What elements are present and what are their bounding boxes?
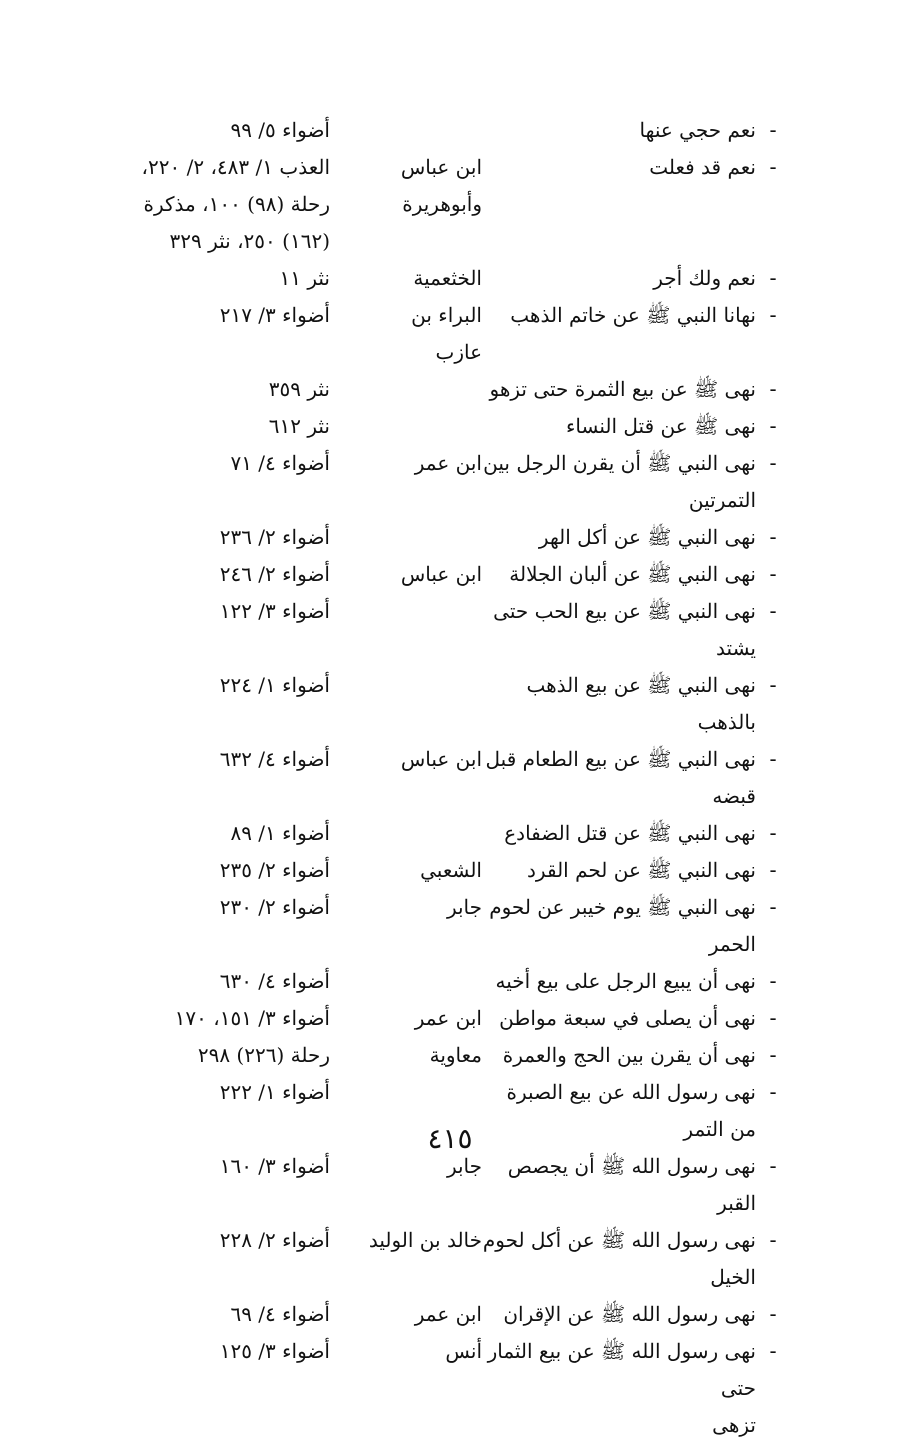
hadith-text: نهى النبي ﷺ أن يقرن الرجل بين التمرتين	[483, 451, 756, 512]
index-entry	[110, 1037, 790, 1074]
narrator: ابن عباس	[400, 747, 482, 771]
source-reference: أضواء ٥/ ٩٩	[230, 118, 330, 142]
entry-bullet: -	[769, 451, 777, 475]
index-entry	[110, 741, 790, 815]
source-reference: أضواء ١/ ٨٩	[230, 821, 330, 845]
source-reference: العذب ١/ ٤٨٣، ٢/ ٢٢٠، رحلة (٩٨) ١٠٠، مذكرة (١٦٢) ٢٥٠، نثر ٣٢٩	[141, 155, 330, 253]
source-reference: أضواء ٤/ ٦٣٠	[219, 969, 330, 993]
source-reference: رحلة (٢٢٦) ٢٩٨	[197, 1043, 330, 1067]
hadith-text: نهى رسول الله عن بيع الصبرة من التمر	[506, 1080, 756, 1141]
hadith-text: نعم حجي عنها	[639, 118, 756, 142]
hadith-text: نهى النبي ﷺ عن ألبان الجلالة	[509, 562, 756, 586]
index-entry	[110, 1333, 790, 1444]
source-reference: نثر ٦١٢	[268, 414, 330, 438]
narrator: معاوية	[429, 1043, 482, 1067]
entry-bullet: -	[769, 1228, 777, 1252]
index-entry	[110, 371, 790, 408]
hadith-text: نعم قد فعلت	[649, 155, 756, 179]
narrator: خالد بن الوليد	[368, 1228, 482, 1252]
index-entry	[110, 408, 790, 445]
hadith-text: نهى النبي ﷺ يوم خيبر عن لحوم الحمر	[489, 895, 756, 956]
entry-bullet: -	[769, 1043, 777, 1067]
index-entry	[110, 963, 790, 1000]
source-reference: أضواء ٤/ ٦٩	[230, 1302, 330, 1326]
hadith-index-list	[110, 112, 790, 1444]
narrator: أنس	[445, 1339, 482, 1363]
source-reference: أضواء ٢/ ٢٤٦	[219, 562, 330, 586]
index-entry	[110, 112, 790, 149]
index-entry	[110, 889, 790, 963]
entry-bullet: -	[769, 562, 777, 586]
index-entry	[110, 519, 790, 556]
source-reference: نثر ١١	[279, 266, 330, 290]
hadith-text: نهى ﷺ عن قتل النساء	[566, 414, 756, 438]
index-entry	[110, 852, 790, 889]
source-reference: أضواء ٢/ ٢٢٨	[219, 1228, 330, 1252]
index-entry	[110, 667, 790, 741]
hadith-text: نهى النبي ﷺ عن أكل الهر	[538, 525, 756, 549]
hadith-text: نهى أن يبيع الرجل على بيع أخيه	[495, 969, 756, 993]
index-entry	[110, 297, 790, 371]
narrator: جابر	[446, 895, 482, 919]
source-reference: أضواء ٣/ ١٢٥	[219, 1339, 330, 1363]
hadith-text: نهانا النبي ﷺ عن خاتم الذهب	[510, 303, 756, 327]
source-reference: أضواء ٣/ ٢١٧	[219, 303, 330, 327]
narrator: ابن عباس وأبوهريرة	[400, 155, 482, 216]
entry-bullet: -	[769, 858, 777, 882]
hadith-text: نهى أن يقرن بين الحج والعمرة	[502, 1043, 756, 1067]
entry-bullet: -	[769, 895, 777, 919]
entry-bullet: -	[769, 599, 777, 623]
hadith-text: نهى أن يصلى في سبعة مواطن	[499, 1006, 756, 1030]
hadith-text: نهى النبي ﷺ عن لحم القرد	[527, 858, 756, 882]
entry-bullet: -	[769, 1302, 777, 1326]
source-reference: أضواء ١/ ٢٢٤	[219, 673, 330, 697]
entry-bullet: -	[769, 303, 777, 327]
source-reference: أضواء ٢/ ٢٣٠	[219, 895, 330, 919]
entry-bullet: -	[769, 155, 777, 179]
entry-bullet: -	[769, 1080, 777, 1104]
hadith-text: نهى رسول الله ﷺ عن بيع الثمار حتى تزهى	[487, 1339, 756, 1437]
entry-bullet: -	[769, 821, 777, 845]
narrator: البراء بن عازب	[411, 303, 482, 364]
index-entry	[110, 556, 790, 593]
hadith-text: نهى رسول الله ﷺ أن يجصص القبر	[507, 1154, 756, 1215]
entry-bullet: -	[769, 969, 777, 993]
entry-bullet: -	[769, 673, 777, 697]
entry-bullet: -	[769, 1154, 777, 1178]
narrator: الخثعمية	[413, 266, 482, 290]
source-reference: أضواء ٤/ ٦٣٢	[219, 747, 330, 771]
index-entry	[110, 260, 790, 297]
index-entry	[110, 593, 790, 667]
index-entry	[110, 1148, 790, 1222]
hadith-text: نهى النبي ﷺ عن بيع الذهب بالذهب	[526, 673, 756, 734]
entry-bullet: -	[769, 525, 777, 549]
narrator: ابن عمر	[414, 1006, 482, 1030]
hadith-text: نهى رسول الله ﷺ عن الإقران	[503, 1302, 756, 1326]
source-reference: أضواء ٣/ ١٥١، ١٧٠	[174, 1006, 330, 1030]
narrator: ابن عمر	[414, 1302, 482, 1326]
index-entry	[110, 149, 790, 260]
hadith-text: نهى رسول الله ﷺ عن أكل لحوم الخيل	[482, 1228, 756, 1289]
entry-bullet: -	[769, 118, 777, 142]
index-entry	[110, 815, 790, 852]
source-reference: أضواء ٢/ ٢٣٦	[219, 525, 330, 549]
index-entry	[110, 1296, 790, 1333]
index-entry	[110, 445, 790, 519]
hadith-text: نهى النبي ﷺ عن بيع الطعام قبل قبضه	[485, 747, 756, 808]
entry-bullet: -	[769, 747, 777, 771]
entry-bullet: -	[769, 1339, 777, 1363]
narrator: ابن عباس	[400, 562, 482, 586]
entry-bullet: -	[769, 414, 777, 438]
source-reference: أضواء ٣/ ١٦٠	[219, 1154, 330, 1178]
hadith-text: نهى ﷺ عن بيع الثمرة حتى تزهو	[489, 377, 756, 401]
narrator: ابن عمر	[414, 451, 482, 475]
entry-bullet: -	[769, 377, 777, 401]
source-reference: أضواء ٣/ ١٢٢	[219, 599, 330, 623]
source-reference: أضواء ٢/ ٢٣٥	[219, 858, 330, 882]
source-reference: نثر ٣٥٩	[268, 377, 330, 401]
hadith-text: نهى النبي ﷺ عن بيع الحب حتى يشتد	[493, 599, 756, 660]
index-entry	[110, 1222, 790, 1296]
hadith-text: نعم ولك أجر	[653, 266, 756, 290]
index-entry	[110, 1000, 790, 1037]
entry-bullet: -	[769, 266, 777, 290]
entry-bullet: -	[769, 1006, 777, 1030]
hadith-text: نهى النبي ﷺ عن قتل الضفادع	[504, 821, 756, 845]
narrator: الشعبي	[420, 858, 482, 882]
narrator: جابر	[446, 1154, 482, 1178]
page-number: ٤١٥	[427, 1122, 473, 1155]
source-reference: أضواء ٤/ ٧١	[230, 451, 330, 475]
source-reference: أضواء ١/ ٢٢٢	[219, 1080, 330, 1104]
